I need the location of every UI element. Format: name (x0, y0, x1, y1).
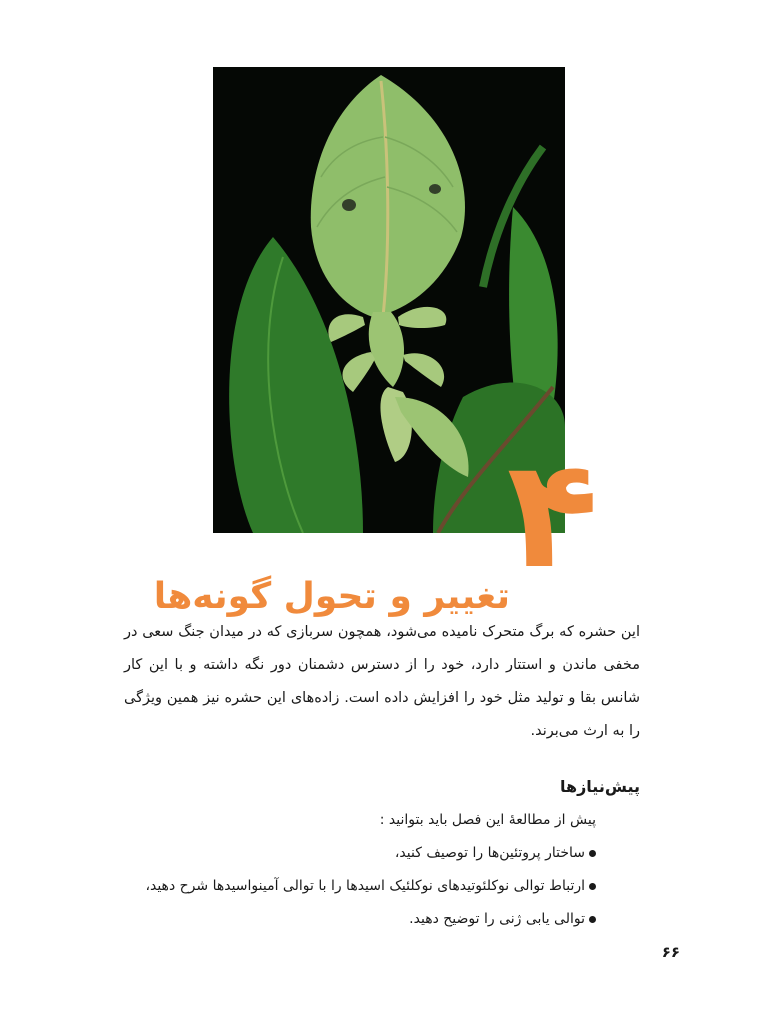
bullet-icon (589, 850, 596, 857)
prerequisites-lead: پیش از مطالعهٔ این فصل باید بتوانید : (379, 812, 596, 828)
list-item-text: ساختار پروتئین‌ها را توصیف کنید، (394, 845, 585, 861)
list-item-text: ارتباط توالی نوکلئوتیدهای نوکلئیک اسیدها را با توالی آمینواسیدها شرح دهید، (145, 878, 585, 894)
chapter-number: ۴ (506, 428, 599, 602)
bullet-icon (589, 916, 596, 923)
list-item (145, 873, 596, 906)
bullet-icon (589, 883, 596, 890)
page-number: ۶۶ (661, 943, 680, 961)
list-item (145, 840, 596, 873)
chapter-title: تغییر و تحول گونه‌ها (153, 576, 510, 618)
list-item-text: توالی یابی ژنی را توضیح دهید. (409, 911, 585, 927)
prerequisites-heading: پیش‌نیازها (559, 777, 640, 796)
prerequisites-list (145, 840, 596, 939)
list-item (145, 906, 596, 939)
intro-paragraph: این حشره که برگ متحرک نامیده می‌شود، همچون سربازی که در میدان جنگ سعی در مخفی ماندن و استتار دارد، خود را از دسترس دشمنان دور نگه داشته و با این کار شانس بقا و تولید مثل خود را افزایش داده است. زاده‌های این حشره نیز همین ویژگی را به ارث می‌برند. (124, 624, 640, 739)
